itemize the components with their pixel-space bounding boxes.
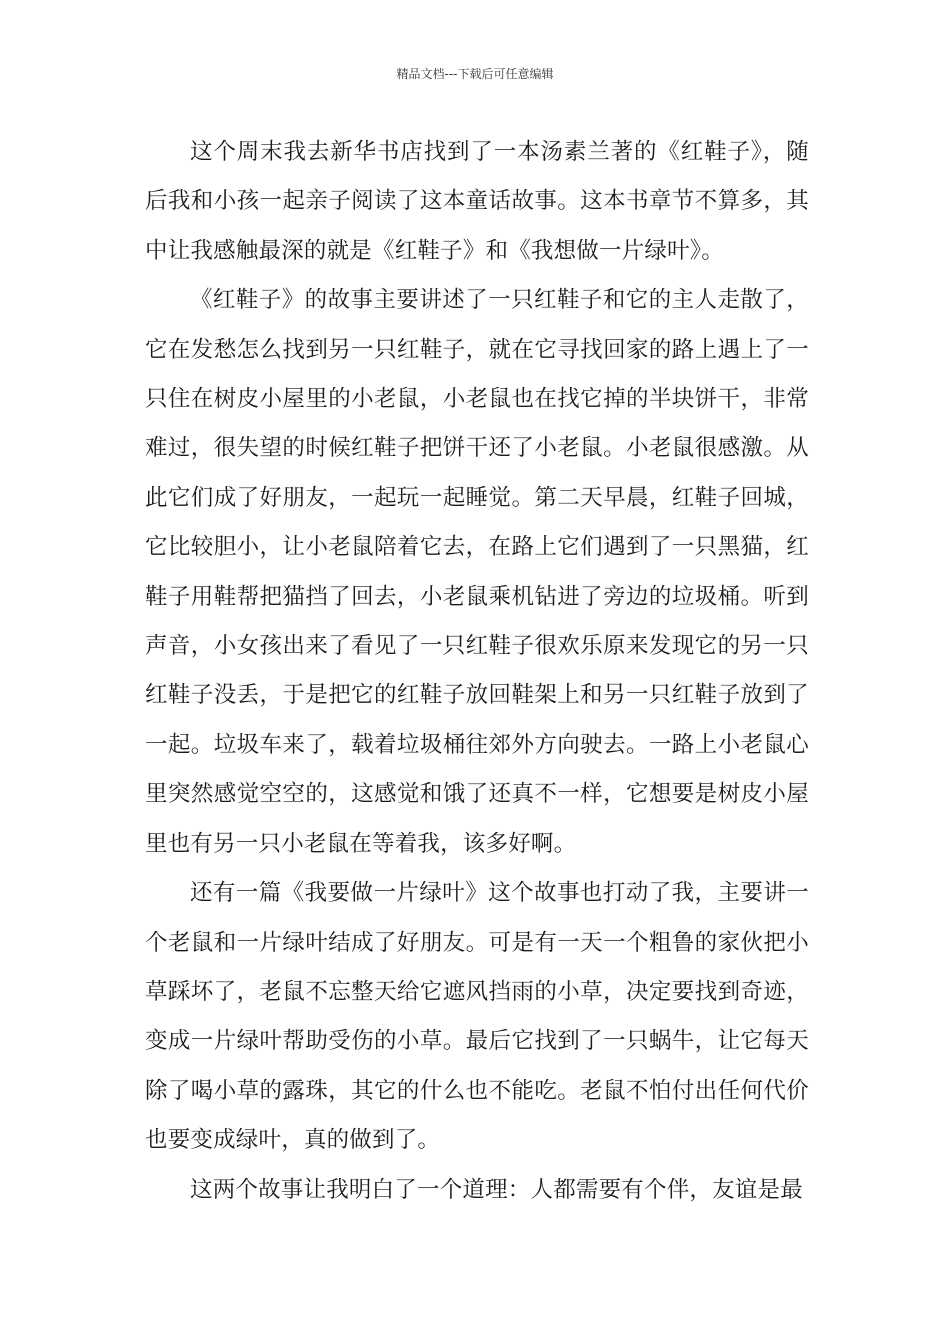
paragraph-3: 还有一篇《我要做一片绿叶》这个故事也打动了我，主要讲一个老鼠和一片绿叶结成了好朋友。可是有一天一个粗鲁的家伙把小草踩坏了，老鼠不忘整天给它遮风挡雨的小草，决定要找到奇迹，变成一片绿叶帮助受伤的小草。最后它找到了一只蜗牛，让它每天除了喝小草的露珠，其它的什么也不能吃。老鼠不怕付出任何代价也要变成绿叶，真的做到了。: [145, 880, 809, 1154]
paragraph-2: 《红鞋子》的故事主要讲述了一只红鞋子和它的主人走散了，它在发愁怎么找到另一只红鞋子，就在它寻找回家的路上遇上了一只住在树皮小屋里的小老鼠，小老鼠也在找它掉的半块饼干，非常难过，很失望的时候红鞋子把饼干还了小老鼠。小老鼠很感激。从此它们成了好朋友，一起玩一起睡觉。第二天早晨，红鞋子回城，它比较胆小，让小老鼠陪着它去，在路上它们遇到了一只黑猫，红鞋子用鞋帮把猫挡了回去，小老鼠乘机钻进了旁边的垃圾桶。听到声音，小女孩出来了看见了一只红鞋子很欢乐原来发现它的另一只红鞋子没丢，于是把它的红鞋子放回鞋架上和另一只红鞋子放到了一起。垃圾车来了，载着垃圾桶往郊外方向驶去。一路上小老鼠心里突然感觉空空的，这感觉和饿了还真不一样，它想要是树皮小屋里也有另一只小老鼠在等着我，该多好啊。: [145, 287, 809, 857]
page-header: 精品文档---下载后可任意编辑: [396, 67, 554, 81]
paragraph-4: 这两个故事让我明白了一个道理：人都需要有个伴，友谊是最: [190, 1176, 803, 1203]
document-body: [145, 128, 809, 1215]
paragraph-1: 这个周末我去新华书店找到了一本汤素兰著的《红鞋子》，随后我和小孩一起亲子阅读了这本童话故事。这本书章节不算多，其中让我感触最深的就是《红鞋子》和《我想做一片绿叶》。: [145, 139, 809, 264]
